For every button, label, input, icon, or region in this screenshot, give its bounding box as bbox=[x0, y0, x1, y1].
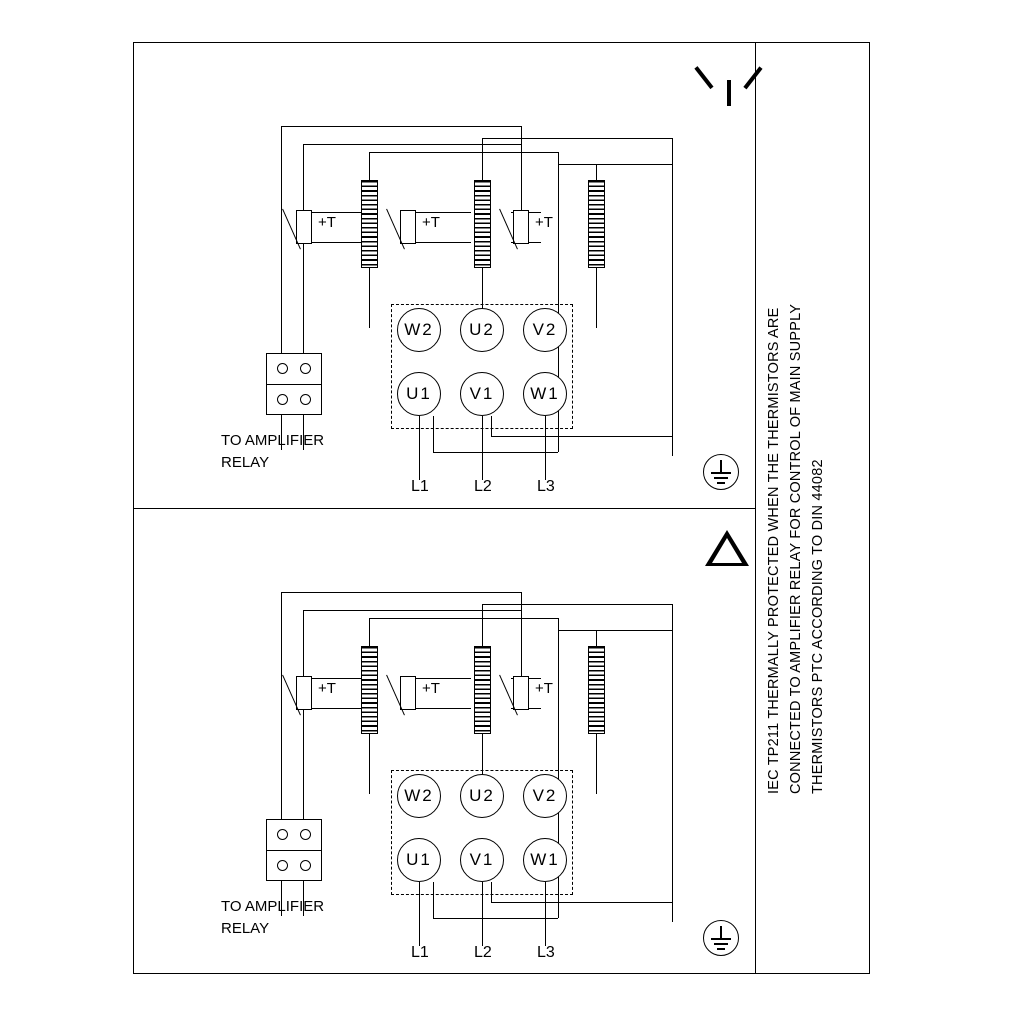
thermistor-label-1: +T bbox=[318, 214, 336, 231]
return-bus-2 bbox=[672, 138, 673, 456]
coil-feed-drop-1 bbox=[369, 618, 370, 646]
thermistor-bus-top-1 bbox=[281, 592, 521, 593]
coil-lead-3 bbox=[596, 268, 597, 328]
note-line-2: CONNECTED TO AMPLIFIER RELAY FOR CONTROL OF MAIN SUPPLY bbox=[788, 303, 804, 794]
thermistor-label-2: +T bbox=[422, 214, 440, 231]
delta-triangle-symbol bbox=[705, 530, 749, 566]
terminal-v2[interactable]: V2 bbox=[523, 308, 567, 352]
winding-coil-3 bbox=[588, 646, 605, 734]
winding-coil-1 bbox=[361, 180, 378, 268]
thermistor-bus-top-2 bbox=[303, 144, 521, 145]
thermistor-bus-top-2 bbox=[303, 610, 521, 611]
supply-label-l2: L2 bbox=[474, 478, 492, 495]
return-bus-bottom-1 bbox=[433, 918, 558, 919]
thermistor-lead-left-2 bbox=[303, 610, 304, 826]
coil-feed-top-1 bbox=[369, 152, 559, 153]
thermistor-bus-top-1 bbox=[281, 126, 521, 127]
coil-feed-top-1 bbox=[369, 618, 559, 619]
winding-coil-2 bbox=[474, 180, 491, 268]
coil-feed-top-3 bbox=[558, 630, 672, 631]
thermistor-label-2: +T bbox=[422, 680, 440, 697]
supply-label-l2: L2 bbox=[474, 944, 492, 961]
terminal-w2[interactable]: W2 bbox=[397, 774, 441, 818]
earth-ground-symbol bbox=[703, 454, 747, 498]
coil-feed-drop-3 bbox=[596, 164, 597, 180]
thermistor-lead-left-1 bbox=[281, 592, 282, 826]
terminal-u2[interactable]: U2 bbox=[460, 774, 504, 818]
thermistor-label-3: +T bbox=[535, 214, 553, 231]
amplifier-label-line2: RELAY bbox=[221, 454, 270, 471]
note-line-3: THERMISTORS PTC ACCORDING TO DIN 44082 bbox=[810, 459, 826, 794]
terminal-u1[interactable]: U1 bbox=[397, 838, 441, 882]
terminal-v1[interactable]: V1 bbox=[460, 372, 504, 416]
thermistor-2 bbox=[400, 676, 416, 710]
amplifier-label-line1: TO AMPLIFIER bbox=[221, 432, 325, 449]
return-bus-bottom-2 bbox=[491, 436, 672, 437]
coil-lead-1 bbox=[369, 268, 370, 328]
thermistor-lead-left-1 bbox=[281, 126, 282, 360]
terminal-v2[interactable]: V2 bbox=[523, 774, 567, 818]
thermistor-label-1: +T bbox=[318, 680, 336, 697]
return-bus-2 bbox=[672, 604, 673, 922]
supply-label-l1: L1 bbox=[411, 944, 429, 961]
note-line-1: IEC TP211 THERMALLY PROTECTED WHEN THE THERMISTORS ARE bbox=[766, 307, 782, 794]
terminal-w1[interactable]: W1 bbox=[523, 372, 567, 416]
terminal-v1[interactable]: V1 bbox=[460, 838, 504, 882]
thermistor-lead-right-2 bbox=[521, 144, 522, 212]
note-column bbox=[756, 42, 870, 974]
amplifier-connector-block[interactable] bbox=[266, 819, 322, 881]
supply-label-l1: L1 bbox=[411, 478, 429, 495]
star-wye-symbol bbox=[705, 60, 751, 106]
amplifier-label-line1: TO AMPLIFIER bbox=[221, 898, 325, 915]
coil-feed-top-2 bbox=[482, 138, 672, 139]
thermistor-1 bbox=[296, 676, 312, 710]
thermistor-1 bbox=[296, 210, 312, 244]
winding-coil-3 bbox=[588, 180, 605, 268]
amplifier-connector-block[interactable] bbox=[266, 353, 322, 415]
earth-ground-symbol bbox=[703, 920, 747, 964]
supply-label-l3: L3 bbox=[537, 944, 555, 961]
return-bus-bottom-1 bbox=[433, 452, 558, 453]
star-connection-panel bbox=[133, 42, 755, 508]
terminal-w1[interactable]: W1 bbox=[523, 838, 567, 882]
thermistor-3 bbox=[513, 676, 529, 710]
delta-connection-panel bbox=[133, 508, 755, 974]
thermistor-lead-left-2 bbox=[303, 144, 304, 360]
winding-coil-1 bbox=[361, 646, 378, 734]
coil-feed-drop-3 bbox=[596, 630, 597, 646]
coil-feed-drop-2 bbox=[482, 604, 483, 646]
coil-feed-top-3 bbox=[558, 164, 672, 165]
terminal-w2[interactable]: W2 bbox=[397, 308, 441, 352]
terminal-u2[interactable]: U2 bbox=[460, 308, 504, 352]
coil-lead-3 bbox=[596, 734, 597, 794]
thermistor-label-3: +T bbox=[535, 680, 553, 697]
winding-coil-2 bbox=[474, 646, 491, 734]
thermistor-2 bbox=[400, 210, 416, 244]
thermistor-3 bbox=[513, 210, 529, 244]
thermistor-lead-right-2 bbox=[521, 610, 522, 678]
coil-lead-1 bbox=[369, 734, 370, 794]
coil-feed-drop-1 bbox=[369, 152, 370, 180]
coil-feed-drop-2 bbox=[482, 138, 483, 180]
terminal-u1[interactable]: U1 bbox=[397, 372, 441, 416]
return-bus-bottom-2 bbox=[491, 902, 672, 903]
amplifier-label-line2: RELAY bbox=[221, 920, 270, 937]
supply-label-l3: L3 bbox=[537, 478, 555, 495]
coil-feed-top-2 bbox=[482, 604, 672, 605]
